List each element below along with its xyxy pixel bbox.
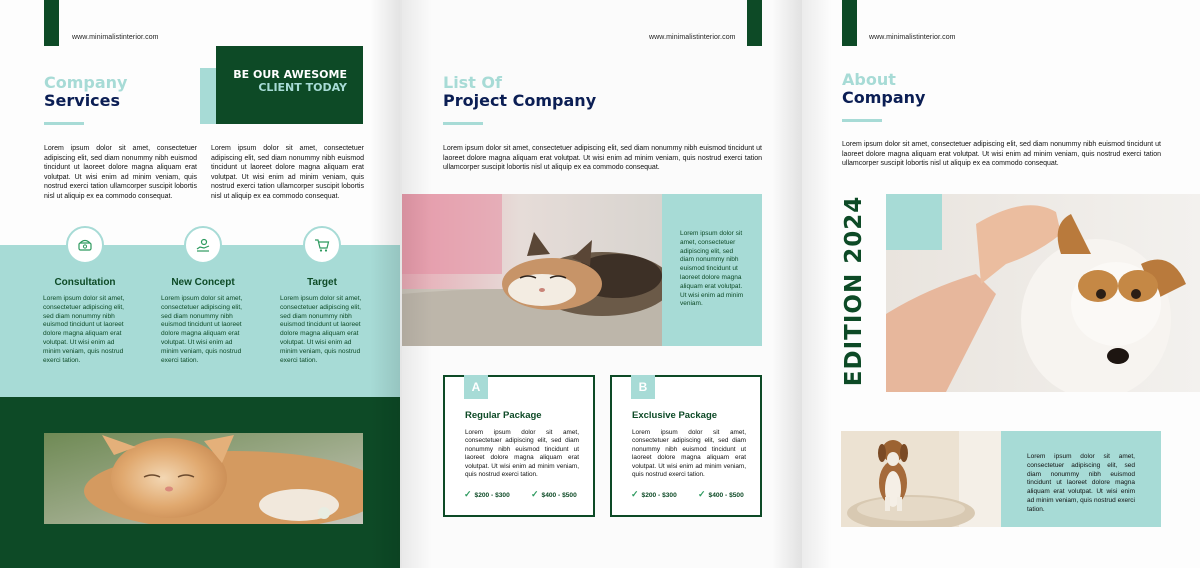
check-icon: ✓: [531, 489, 539, 499]
page-gutter-shadow-right: [772, 0, 802, 568]
side-text: Lorem ipsum dolor sit amet, consectetuer adipiscing elit, sed diam nonummy nibh euismod tincidunt ut laoreet dolore magna aliquam erat volutpat. Ut wisi enim ad minim veniam.: [680, 230, 744, 308]
package-card-regular[interactable]: [443, 375, 595, 517]
title-underline: [44, 122, 84, 125]
intro-text: Lorem ipsum dolor sit amet, consectetuer adipiscing elit, sed diam nonummy nibh euismod tincidunt ut laoreet dolore magna aliquam erat volutpat. Ut wisi enim ad minim veniam, quis nostrud exerci tation ullamcorper suscipit lobortis nisl ut aliquip ex ea commodo consequat.: [842, 141, 1161, 168]
package-badge: A: [464, 375, 488, 399]
intro-text: Lorem ipsum dolor sit amet, consectetuer adipiscing elit, sed diam nonummy nibh euismod tincidunt ut laoreet dolore magna aliquam erat volutpat. Ut wisi enim ad minim veniam, quis nostrud exerci tation ullamcorper suscipit lobortis nisl ut aliquip ex ea commodo consequat.: [443, 145, 762, 172]
cta-banner: [216, 46, 363, 124]
service-title: Consultation: [54, 277, 116, 288]
kitten-photo: [44, 433, 363, 524]
price-option-2: [531, 489, 577, 500]
page-tab-marker: [44, 0, 59, 46]
page-project-list: [402, 0, 802, 568]
banner-line-2: CLIENT TODAY: [258, 81, 347, 94]
title-line-2: Project Company: [443, 91, 597, 110]
check-icon: ✓: [631, 489, 639, 499]
hand-coin-icon: [184, 226, 222, 264]
price-label: $400 - $500: [541, 492, 577, 499]
beagle-photo: [841, 431, 1001, 527]
banner-line-1: BE OUR AWESOME: [233, 68, 347, 81]
body-column-1: Lorem ipsum dolor sit amet, consectetuer adipiscing elit, sed diam nonummy nibh euismod tincidunt ut laoreet dolore magna aliquam erat volutpat. Ut wisi enim ad minim veniam, quis nostrud exerci tation ullamcorper suscipit lobortis nisl ut aliquip ex ea commodo consequat.: [44, 145, 197, 200]
service-title: New Concept: [171, 277, 235, 288]
page-title: [443, 74, 596, 110]
website-url: www.minimalistinterior.com: [869, 34, 956, 41]
package-text: Lorem ipsum dolor sit amet, consectetuer adipiscing elit, sed diam nonummy nibh euismod tincidunt ut laoreet dolore magna aliquam erat volutpat. Ut wisi enim ad minim veniam, quis nostrud exerci tation.: [632, 429, 746, 479]
price-label: $200 - $300: [474, 492, 510, 499]
service-consultation: [25, 226, 145, 365]
edition-label: EDITION 2024: [841, 195, 867, 387]
page-company-services: [0, 0, 400, 568]
title-line-1: About: [842, 70, 896, 89]
service-new-concept: [143, 226, 263, 365]
price-option-1: [464, 489, 510, 500]
dog-photo: [886, 194, 1200, 392]
package-title: Regular Package: [465, 410, 542, 421]
check-icon: ✓: [698, 489, 706, 499]
check-icon: ✓: [464, 489, 472, 499]
title-line-1: List Of: [443, 73, 502, 92]
service-title: Target: [307, 277, 337, 288]
service-text: Lorem ipsum dolor sit amet, consectetuer adipiscing elit, sed diam nonummy nibh euismod tincidunt ut laoreet dolore magna aliquam erat volutpat. Ut wisi enim ad minim veniam, quis nostrud exerci tation.: [280, 295, 362, 364]
title-underline: [842, 119, 882, 122]
title-underline: [443, 122, 483, 125]
body-column-2: Lorem ipsum dolor sit amet, consectetuer adipiscing elit, sed diam nonummy nibh euismod tincidunt ut laoreet dolore magna aliquam erat volutpat. Ut wisi enim ad minim veniam, quis nostrud exerci tation ullamcorper suscipit lobortis nisl ut aliquip ex ea commodo consequat.: [211, 145, 364, 200]
package-card-exclusive[interactable]: [610, 375, 762, 517]
page-gutter-shadow-left: [802, 0, 832, 568]
package-text: Lorem ipsum dolor sit amet, consectetuer adipiscing elit, sed diam nonummy nibh euismod tincidunt ut laoreet dolore magna aliquam erat volutpat. Ut wisi enim ad minim veniam, quis nostrud exerci tation.: [465, 429, 579, 479]
page-tab-marker: [747, 0, 762, 46]
service-target: [262, 226, 382, 365]
side-text-panel: [1001, 431, 1161, 527]
side-text-panel: [662, 194, 762, 346]
package-title: Exclusive Package: [632, 410, 718, 421]
website-url: www.minimalistinterior.com: [72, 34, 159, 41]
title-line-1: Company: [44, 73, 128, 92]
price-label: $400 - $500: [708, 492, 744, 499]
phone-icon: [66, 226, 104, 264]
price-option-1: [631, 489, 677, 500]
service-text: Lorem ipsum dolor sit amet, consectetuer adipiscing elit, sed diam nonummy nibh euismod tincidunt ut laoreet dolore magna aliquam erat volutpat. Ut wisi enim ad minim veniam, quis nostrud exerci tation.: [161, 295, 243, 364]
title-line-2: Company: [842, 88, 926, 107]
price-option-2: [698, 489, 744, 500]
price-label: $200 - $300: [641, 492, 677, 499]
service-text: Lorem ipsum dolor sit amet, consectetuer adipiscing elit, sed diam nonummy nibh euismod tincidunt ut laoreet dolore magna aliquam erat volutpat. Ut wisi enim ad minim veniam, quis nostrud exerci tation.: [43, 295, 125, 364]
page-about-company: [802, 0, 1200, 568]
package-badge: B: [631, 375, 655, 399]
page-tab-marker: [842, 0, 857, 46]
page-title: [44, 74, 127, 110]
cat-photo: [402, 194, 662, 346]
website-url: www.minimalistinterior.com: [649, 34, 736, 41]
cart-icon: [303, 226, 341, 264]
page-title: [842, 71, 925, 107]
title-line-2: Services: [44, 91, 121, 110]
side-text: Lorem ipsum dolor sit amet, consectetuer adipiscing elit, sed diam nonummy nibh euismod tincidunt ut laoreet dolore magna aliquam erat volutpat. Ut wisi enim ad minim veniam, quis nostrud exerci tation.: [1027, 453, 1135, 513]
